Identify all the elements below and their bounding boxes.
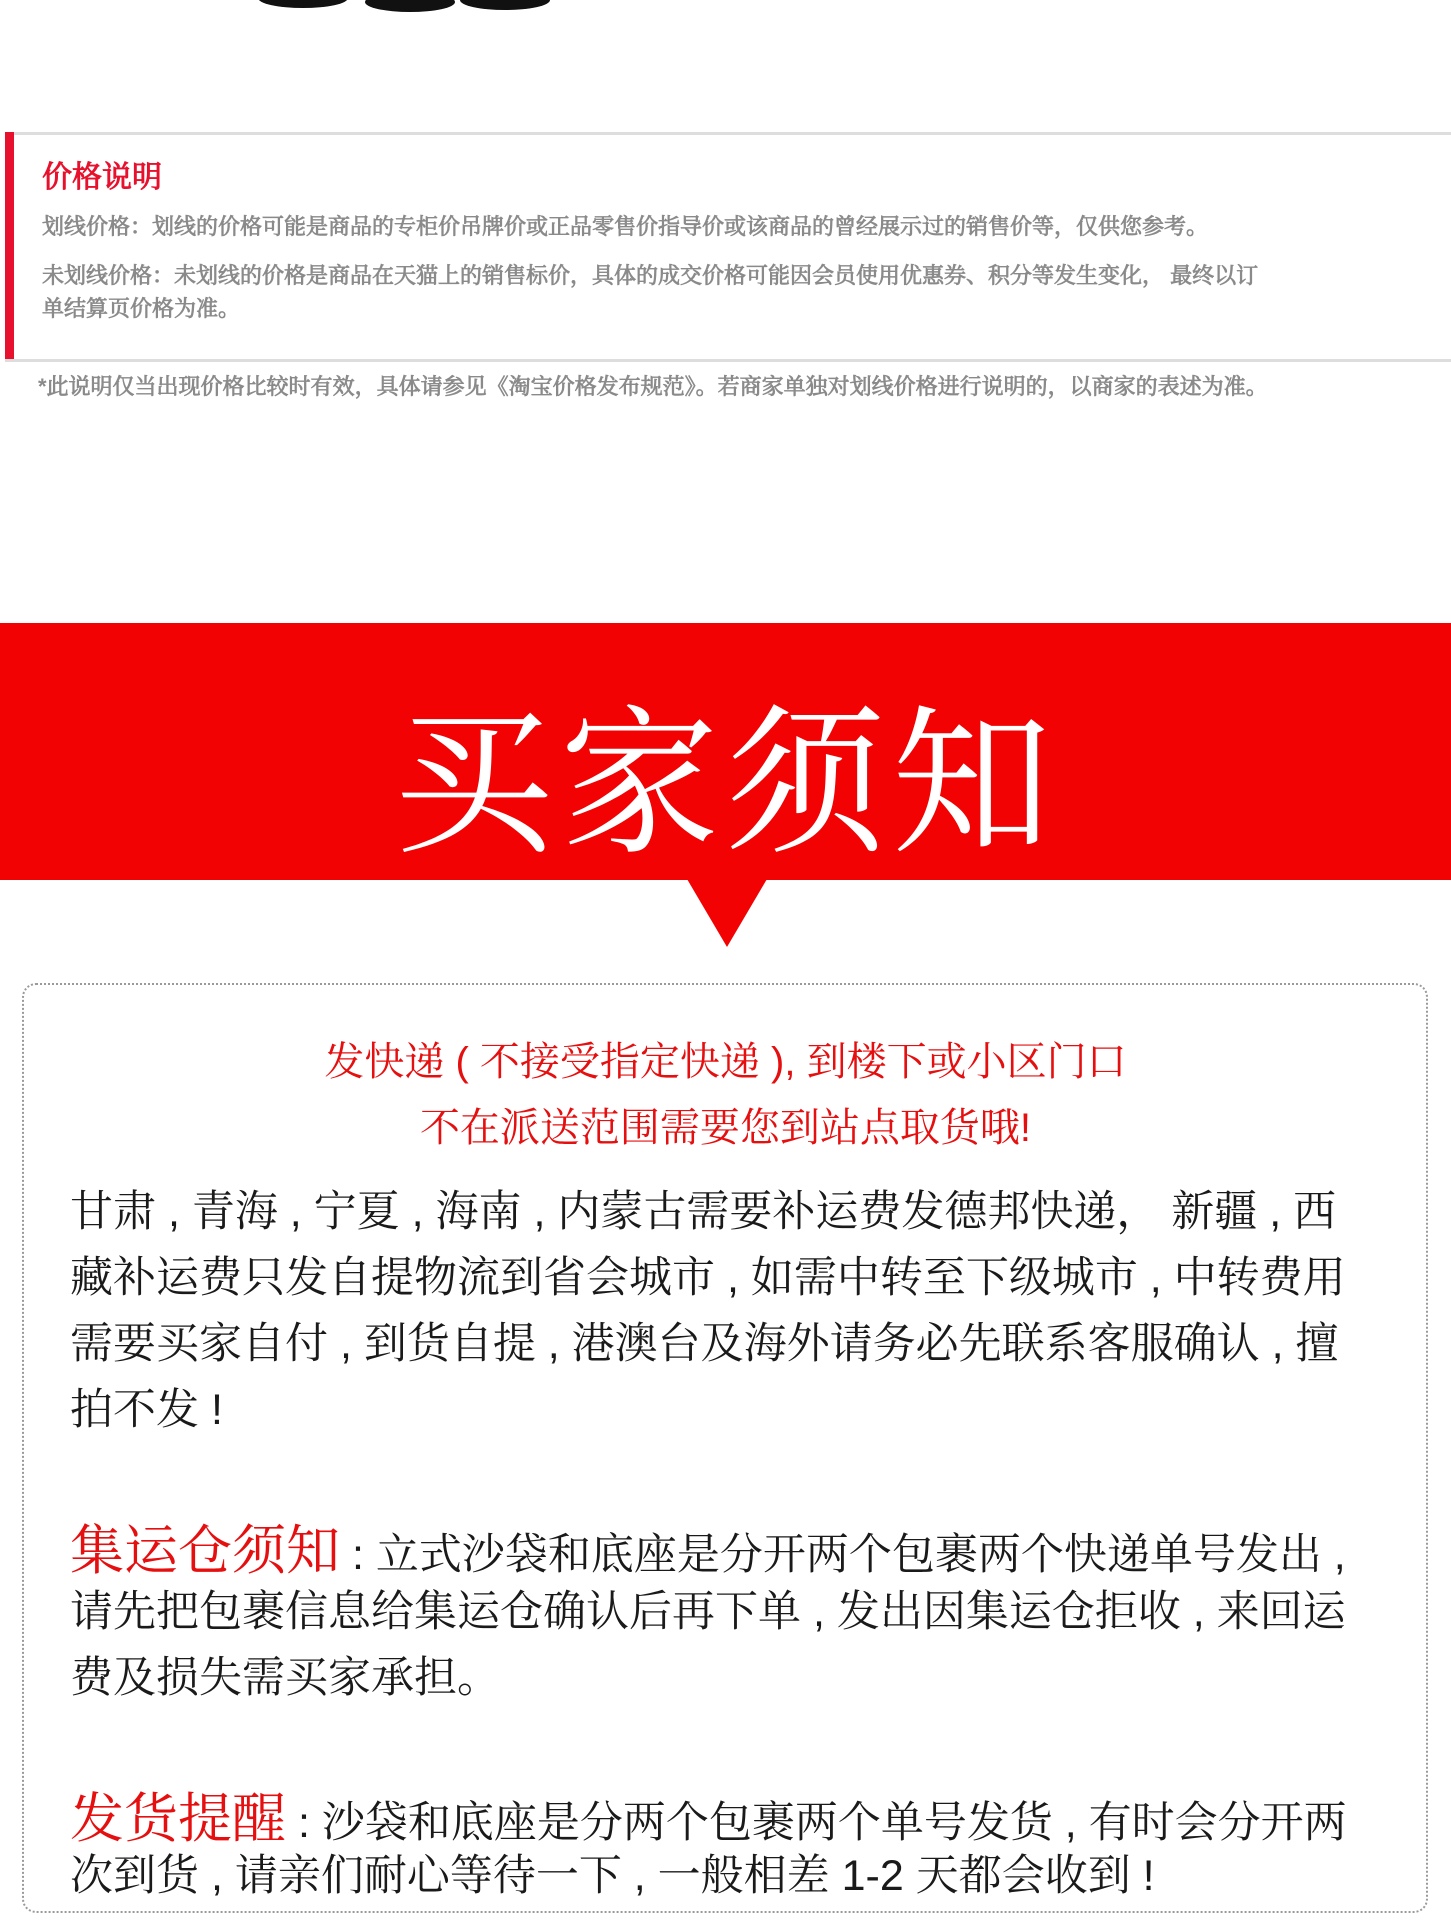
price-explanation-box <box>5 132 1451 362</box>
notice-headline: 不在派送范围需要您到站点取货哦! <box>419 1106 1032 1150</box>
regular-price-note-cont: 单结算页价格为准。 <box>42 296 241 321</box>
product-base-shape <box>460 0 550 10</box>
banner-title: 买家须知 <box>393 694 1058 873</box>
consolidation-label: 集运仓须知 <box>70 1521 340 1581</box>
product-base-shape <box>365 0 455 12</box>
notice-paragraph-line: 拍不发 ! <box>70 1386 223 1434</box>
consolidation-notice <box>70 1508 1346 1585</box>
product-base-shape <box>258 0 348 8</box>
notice-paragraph-line: 甘肃 , 青海 , 宁夏 , 海南 , 内蒙古需要补运费发德邦快递， 新疆 , 西 <box>70 1188 1337 1236</box>
regular-price-note: 未划线价格：未划线的价格是商品在天猫上的销售标价，具体的成交价格可能因会员使用优惠券、积分等发生变化， 最终以订 <box>42 263 1259 288</box>
accent-bar <box>5 132 14 359</box>
shipping-text: : 沙袋和底座是分两个包裹两个单号发货 , 有时会分开两 <box>286 1799 1347 1847</box>
consolidation-line: 请先把包裹信息给集运仓确认后再下单 , 发出因集运仓拒收 , 来回运 <box>70 1588 1346 1636</box>
consolidation-line: 费及损失需买家承担。 <box>70 1654 500 1702</box>
notice-paragraph-line: 需要买家自付 , 到货自提 , 港澳台及海外请务必先联系客服确认 , 擅 <box>70 1320 1339 1368</box>
consolidation-text: : 立式沙袋和底座是分开两个包裹两个快递单号发出 , <box>340 1531 1346 1579</box>
price-footnote: *此说明仅当出现价格比较时有效，具体请参见《淘宝价格发布规范》。若商家单独对划线价格进行说明的，以商家的表述为准。 <box>38 374 1268 399</box>
down-arrow-icon <box>687 879 767 947</box>
strikethrough-price-note: 划线价格：划线的价格可能是商品的专柜价吊牌价或正品零售价指导价或该商品的曾经展示过的销售价等，仅供您参考。 <box>42 214 1209 239</box>
shipping-line: 次到货 , 请亲们耐心等待一下 , 一般相差 1-2 天都会收到 ! <box>70 1852 1155 1900</box>
notice-paragraph-line: 藏补运费只发自提物流到省会城市 , 如需中转至下级城市 , 中转费用 <box>70 1254 1346 1302</box>
price-explanation-title: 价格说明 <box>42 161 162 194</box>
shipping-label: 发货提醒 <box>70 1789 286 1849</box>
notice-headline: 发快递 ( 不接受指定快递 ), 到楼下或小区门口 <box>324 1040 1127 1084</box>
